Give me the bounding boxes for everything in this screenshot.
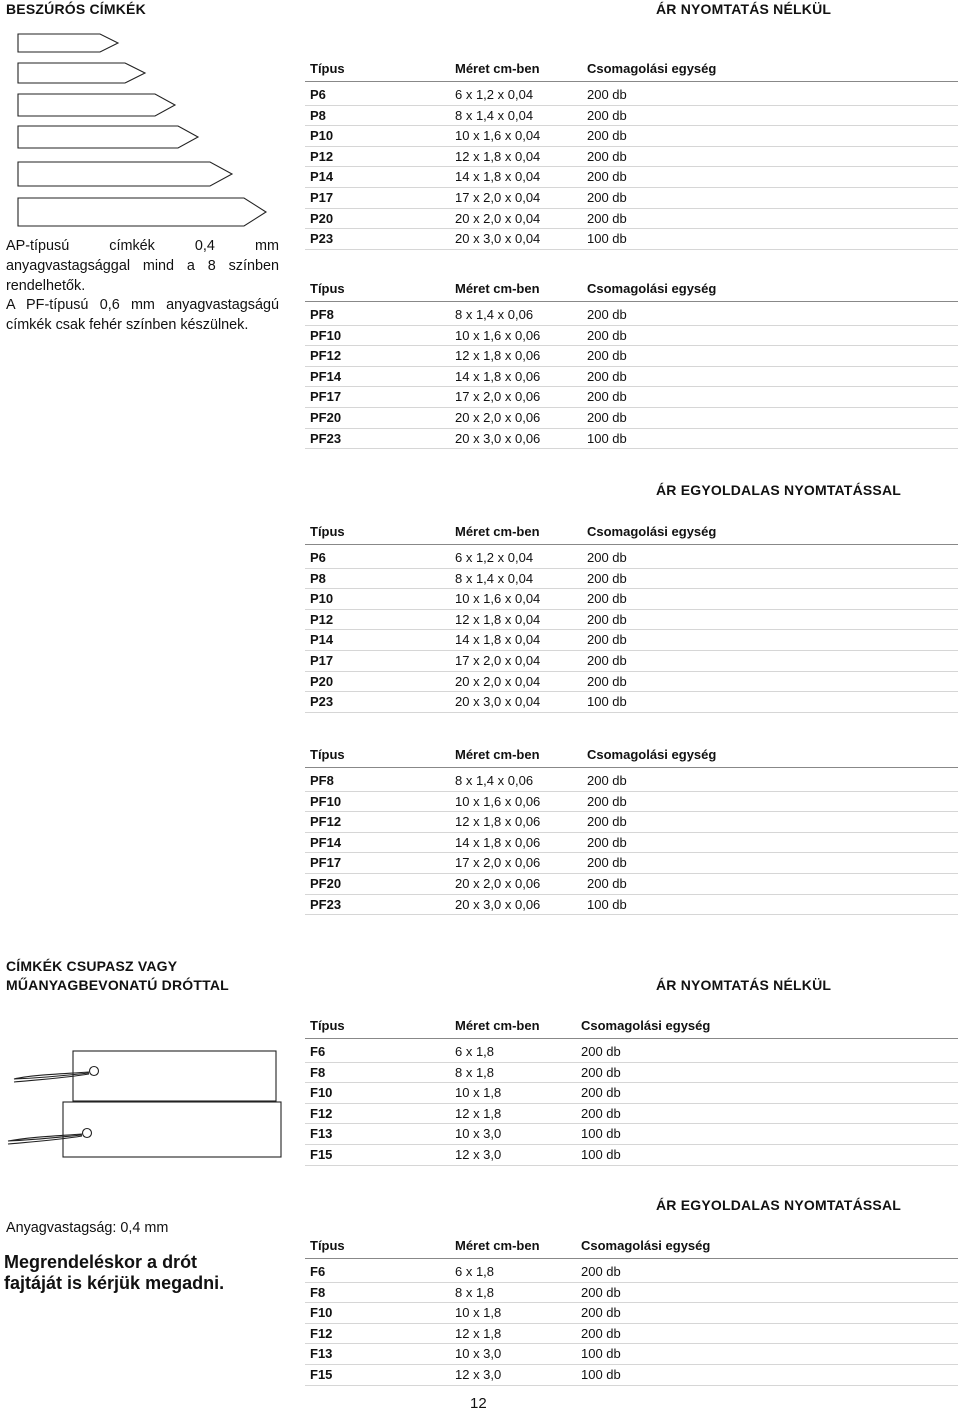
unit-cell: 200 db (581, 1105, 621, 1121)
table-row (305, 1145, 958, 1166)
unit-cell: 200 db (587, 652, 627, 668)
type-cell: PF8 (310, 307, 334, 322)
size-cell: 20 x 3,0 x 0,04 (455, 231, 541, 247)
table-header (305, 743, 958, 768)
type-cell: P23 (310, 231, 334, 247)
order-note-line2: fajtáját is kérjük megadni. (4, 1273, 225, 1293)
size-cell: 17 x 2,0 x 0,06 (455, 389, 541, 405)
column-unit-header: Csomagolási egység (587, 747, 717, 762)
table-row (305, 771, 958, 792)
page-number: 12 (470, 1395, 487, 1412)
size-cell: 10 x 1,8 (455, 1085, 502, 1101)
unit-cell: 200 db (587, 814, 627, 830)
table-row (305, 1262, 958, 1283)
size-cell: 12 x 3,0 (455, 1366, 502, 1382)
table-row (305, 1303, 958, 1324)
type-cell: P14 (310, 169, 334, 185)
size-cell: 8 x 1,8 (455, 1064, 495, 1080)
size-cell: 17 x 2,0 x 0,04 (455, 652, 541, 668)
type-cell: P8 (310, 570, 326, 586)
column-unit-header: Csomagolási egység (581, 1238, 711, 1253)
size-cell: 8 x 1,4 x 0,06 (455, 773, 534, 788)
column-type-header: Típus (310, 1018, 345, 1033)
unit-cell: 200 db (587, 875, 627, 891)
table-row (305, 569, 958, 590)
unit-cell: 200 db (587, 210, 627, 226)
table-row (305, 874, 958, 895)
type-cell: F10 (310, 1085, 333, 1101)
size-cell: 20 x 2,0 x 0,06 (455, 875, 541, 891)
type-cell: P17 (310, 189, 334, 205)
table-header (305, 277, 958, 302)
plug-label-shape (18, 126, 198, 148)
type-cell: PF8 (310, 773, 334, 788)
table-row (305, 651, 958, 672)
type-cell: F15 (310, 1146, 333, 1162)
column-size-header: Méret cm-ben (455, 524, 540, 539)
table-row (305, 895, 958, 916)
size-cell: 12 x 1,8 x 0,06 (455, 348, 541, 364)
table-row (305, 209, 958, 230)
table-row (305, 346, 958, 367)
unit-cell: 200 db (587, 409, 627, 425)
unit-cell: 200 db (587, 327, 627, 343)
table-row (305, 853, 958, 874)
size-cell: 20 x 2,0 x 0,04 (455, 673, 541, 689)
column-size-header: Méret cm-ben (455, 1018, 540, 1033)
type-cell: PF23 (310, 896, 342, 912)
table-f-one-side (305, 1234, 958, 1386)
type-cell: F8 (310, 1064, 326, 1080)
size-cell: 10 x 1,6 x 0,04 (455, 591, 541, 607)
unit-cell: 100 db (581, 1146, 621, 1162)
table-row (305, 188, 958, 209)
material-note (6, 237, 279, 336)
unit-cell: 200 db (587, 348, 627, 364)
size-cell: 10 x 1,8 (455, 1305, 502, 1321)
unit-cell: 200 db (587, 632, 627, 648)
column-unit-header: Csomagolási egység (587, 281, 717, 296)
size-cell: 12 x 3,0 (455, 1146, 502, 1162)
column-type-header: Típus (310, 747, 345, 762)
type-cell: F13 (310, 1346, 333, 1362)
type-cell: PF17 (310, 389, 342, 405)
table-row (305, 1104, 958, 1125)
unit-cell: 200 db (587, 550, 627, 565)
wire-label-shape (63, 1102, 281, 1157)
size-cell: 14 x 1,8 x 0,06 (455, 834, 541, 850)
type-cell: F13 (310, 1126, 333, 1142)
unit-cell: 200 db (581, 1044, 621, 1059)
type-cell: PF12 (310, 348, 342, 364)
wire-label-shape (73, 1051, 276, 1101)
unit-cell: 200 db (581, 1284, 621, 1300)
table-f-no-print (305, 1014, 958, 1166)
table-row (305, 387, 958, 408)
heading-wire-no-print: ÁR NYOMTATÁS NÉLKÜL (656, 977, 832, 993)
type-cell: PF14 (310, 368, 342, 384)
size-cell: 12 x 1,8 (455, 1105, 502, 1121)
table-row (305, 229, 958, 250)
unit-cell: 200 db (581, 1085, 621, 1101)
table-header (305, 520, 958, 545)
size-cell: 12 x 1,8 x 0,04 (455, 148, 541, 164)
column-size-header: Méret cm-ben (455, 747, 540, 762)
type-cell: F6 (310, 1044, 326, 1059)
table-header (305, 1014, 958, 1039)
note-ap: AP-típusú címkék 0,4 mm anyagvastagsággal mind a 8 színben rendelhetők. (6, 238, 279, 294)
wire-title-line1: CÍMKÉK CSUPASZ VAGY (6, 958, 178, 974)
type-cell: PF12 (310, 814, 342, 830)
type-cell: F10 (310, 1305, 333, 1321)
size-cell: 8 x 1,8 (455, 1284, 495, 1300)
type-cell: P14 (310, 632, 334, 648)
type-cell: P17 (310, 652, 334, 668)
size-cell: 14 x 1,8 x 0,06 (455, 368, 541, 384)
size-cell: 10 x 3,0 (455, 1346, 502, 1362)
size-cell: 20 x 3,0 x 0,06 (455, 896, 541, 912)
type-cell: F6 (310, 1264, 326, 1279)
column-type-header: Típus (310, 61, 345, 76)
table-row (305, 126, 958, 147)
type-cell: F12 (310, 1325, 333, 1341)
size-cell: 17 x 2,0 x 0,06 (455, 855, 541, 871)
table-row (305, 589, 958, 610)
type-cell: F8 (310, 1284, 326, 1300)
table-row (305, 167, 958, 188)
size-cell: 20 x 3,0 x 0,06 (455, 430, 541, 446)
wire-labels-illustration (0, 1045, 290, 1170)
type-cell: P8 (310, 107, 326, 123)
wire-title-line2: MŰANYAGBEVONATÚ DRÓTTAL (6, 977, 229, 993)
column-size-header: Méret cm-ben (455, 281, 540, 296)
column-type-header: Típus (310, 524, 345, 539)
table-row (305, 1324, 958, 1345)
unit-cell: 100 db (587, 430, 627, 446)
plug-labels-illustration (0, 28, 290, 238)
size-cell: 6 x 1,8 (455, 1264, 495, 1279)
table-row (305, 812, 958, 833)
table-row (305, 610, 958, 631)
table-row (305, 548, 958, 569)
column-size-header: Méret cm-ben (455, 61, 540, 76)
table-row (305, 85, 958, 106)
type-cell: PF10 (310, 327, 342, 343)
plug-label-shape (18, 63, 145, 83)
type-cell: P23 (310, 694, 334, 710)
table-row (305, 1083, 958, 1104)
table-row (305, 408, 958, 429)
plug-label-shape (18, 34, 118, 52)
unit-cell: 200 db (587, 128, 627, 144)
unit-cell: 200 db (587, 834, 627, 850)
table-row (305, 1063, 958, 1084)
size-cell: 6 x 1,2 x 0,04 (455, 550, 534, 565)
heading-wire-one-side: ÁR EGYOLDALAS NYOMTATÁSSAL (656, 1197, 902, 1213)
heading-price-no-print: ÁR NYOMTATÁS NÉLKÜL (656, 1, 832, 17)
type-cell: P6 (310, 550, 326, 565)
section-title-wire-labels (6, 957, 229, 995)
table-row (305, 1042, 958, 1063)
table-row (305, 326, 958, 347)
table-header (305, 1234, 958, 1259)
plug-label-shape (18, 198, 266, 226)
unit-cell: 100 db (581, 1126, 621, 1142)
table-pf-one-side (305, 743, 958, 915)
table-row (305, 672, 958, 693)
size-cell: 12 x 1,8 (455, 1325, 502, 1341)
table-row (305, 147, 958, 168)
column-unit-header: Csomagolási egység (587, 524, 717, 539)
size-cell: 12 x 1,8 x 0,04 (455, 611, 541, 627)
order-note-line1: Megrendeléskor a drót (4, 1252, 198, 1272)
heading-price-one-side: ÁR EGYOLDALAS NYOMTATÁSSAL (656, 482, 902, 498)
unit-cell: 100 db (587, 694, 627, 710)
size-cell: 14 x 1,8 x 0,04 (455, 169, 541, 185)
unit-cell: 200 db (587, 570, 627, 586)
size-cell: 20 x 2,0 x 0,04 (455, 210, 541, 226)
unit-cell: 200 db (587, 107, 627, 123)
type-cell: P6 (310, 87, 326, 102)
type-cell: P12 (310, 148, 334, 164)
size-cell: 8 x 1,4 x 0,04 (455, 107, 534, 123)
unit-cell: 200 db (587, 673, 627, 689)
size-cell: 12 x 1,8 x 0,06 (455, 814, 541, 830)
table-header (305, 57, 958, 82)
unit-cell: 200 db (581, 1064, 621, 1080)
size-cell: 14 x 1,8 x 0,04 (455, 632, 541, 648)
unit-cell: 200 db (587, 368, 627, 384)
size-cell: 10 x 1,6 x 0,06 (455, 793, 541, 809)
type-cell: PF14 (310, 834, 342, 850)
type-cell: P10 (310, 591, 334, 607)
unit-cell: 200 db (587, 793, 627, 809)
unit-cell: 200 db (587, 169, 627, 185)
size-cell: 6 x 1,2 x 0,04 (455, 87, 534, 102)
size-cell: 6 x 1,8 (455, 1044, 495, 1059)
unit-cell: 200 db (581, 1264, 621, 1279)
table-row (305, 429, 958, 450)
note-pf: A PF-típusú 0,6 mm anyagvastagságú címkék csak fehér színben készülnek. (6, 297, 279, 334)
type-cell: P10 (310, 128, 334, 144)
table-row (305, 1124, 958, 1145)
type-cell: P20 (310, 673, 334, 689)
type-cell: PF23 (310, 430, 342, 446)
column-type-header: Típus (310, 281, 345, 296)
type-cell: PF20 (310, 409, 342, 425)
size-cell: 20 x 3,0 x 0,04 (455, 694, 541, 710)
size-cell: 20 x 2,0 x 0,06 (455, 409, 541, 425)
table-p-one-side (305, 520, 958, 713)
unit-cell: 200 db (587, 307, 627, 322)
size-cell: 8 x 1,4 x 0,06 (455, 307, 534, 322)
size-cell: 10 x 1,6 x 0,06 (455, 327, 541, 343)
table-pf-no-print (305, 277, 958, 449)
type-cell: F15 (310, 1366, 333, 1382)
order-note (4, 1252, 224, 1294)
table-row (305, 305, 958, 326)
section-title-plug-labels: BESZÚRÓS CÍMKÉK (6, 1, 146, 17)
table-row (305, 367, 958, 388)
size-cell: 8 x 1,4 x 0,04 (455, 570, 534, 586)
type-cell: P20 (310, 210, 334, 226)
table-row (305, 630, 958, 651)
column-size-header: Méret cm-ben (455, 1238, 540, 1253)
column-unit-header: Csomagolási egység (581, 1018, 711, 1033)
table-row (305, 106, 958, 127)
size-cell: 17 x 2,0 x 0,04 (455, 189, 541, 205)
unit-cell: 200 db (581, 1325, 621, 1341)
column-unit-header: Csomagolási egység (587, 61, 717, 76)
table-row (305, 1283, 958, 1304)
plug-label-shape (18, 162, 232, 186)
unit-cell: 100 db (587, 896, 627, 912)
type-cell: PF20 (310, 875, 342, 891)
plug-label-shape (18, 94, 175, 116)
unit-cell: 200 db (587, 591, 627, 607)
unit-cell: 100 db (581, 1366, 621, 1382)
unit-cell: 200 db (587, 611, 627, 627)
unit-cell: 100 db (587, 231, 627, 247)
table-row (305, 692, 958, 713)
column-type-header: Típus (310, 1238, 345, 1253)
unit-cell: 200 db (587, 87, 627, 102)
type-cell: PF17 (310, 855, 342, 871)
size-cell: 10 x 1,6 x 0,04 (455, 128, 541, 144)
unit-cell: 200 db (581, 1305, 621, 1321)
type-cell: F12 (310, 1105, 333, 1121)
type-cell: P12 (310, 611, 334, 627)
unit-cell: 200 db (587, 189, 627, 205)
unit-cell: 200 db (587, 148, 627, 164)
material-thickness: Anyagvastagság: 0,4 mm (6, 1220, 169, 1236)
unit-cell: 200 db (587, 389, 627, 405)
table-p-no-print (305, 57, 958, 250)
size-cell: 10 x 3,0 (455, 1126, 502, 1142)
unit-cell: 200 db (587, 855, 627, 871)
type-cell: PF10 (310, 793, 342, 809)
table-row (305, 792, 958, 813)
unit-cell: 200 db (587, 773, 627, 788)
table-row (305, 833, 958, 854)
table-row (305, 1344, 958, 1365)
table-row (305, 1365, 958, 1386)
unit-cell: 100 db (581, 1346, 621, 1362)
